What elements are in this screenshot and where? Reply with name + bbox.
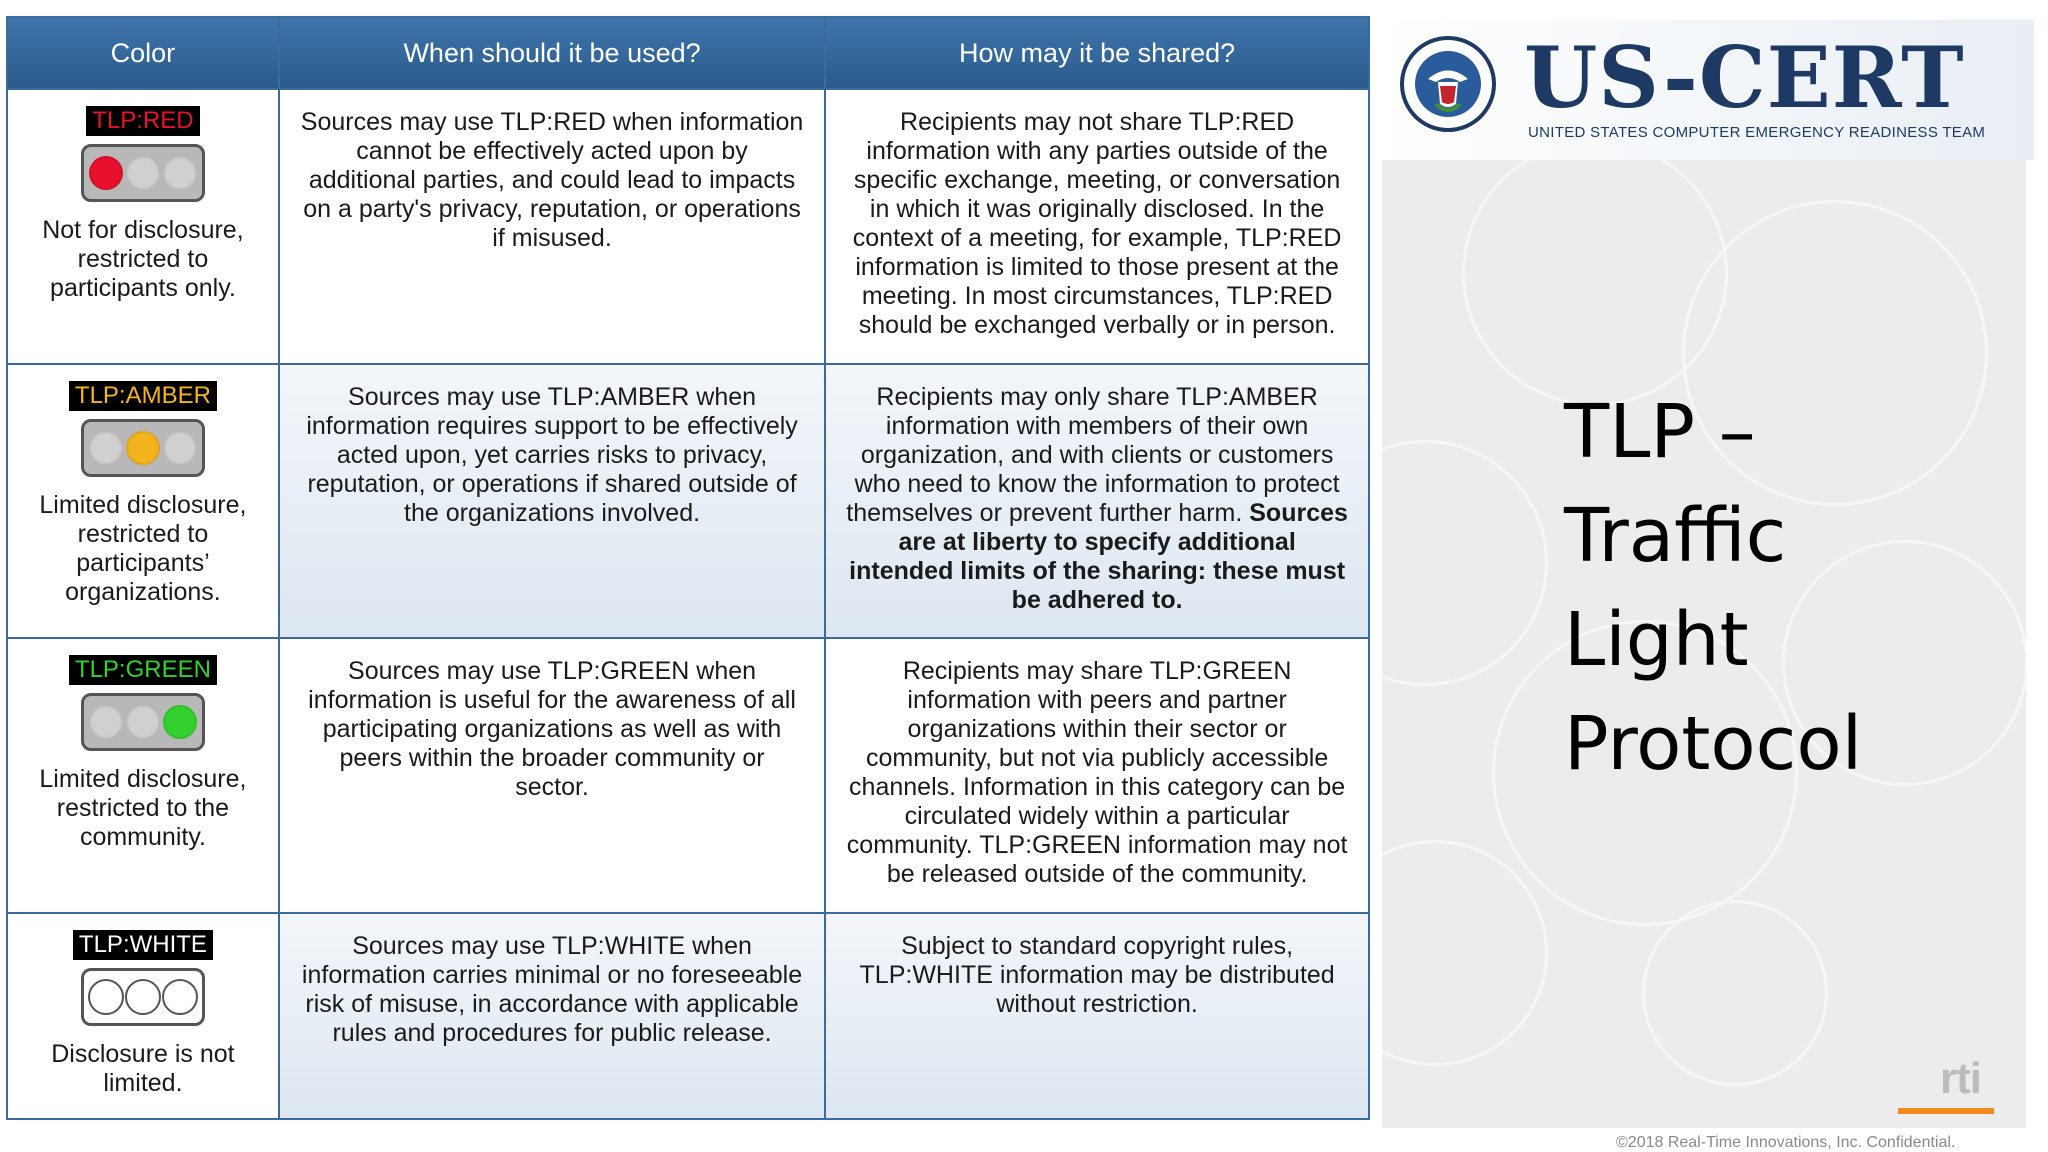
table-row-red [7, 89, 1369, 363]
background-bubble [1642, 900, 1828, 1086]
tlp-table [6, 16, 1370, 1120]
rti-logo: rti [1940, 1054, 1981, 1103]
dhs-seal-icon [1398, 34, 1498, 134]
us-cert-subtitle: UNITED STATES COMPUTER EMERGENCY READINESS TEAM [1528, 124, 1986, 141]
traffic-light-icon [81, 968, 205, 1026]
light-off [126, 705, 160, 739]
copyright-notice: ©2018 Real-Time Innovations, Inc. Confidential. [1616, 1134, 1956, 1151]
traffic-light-icon [81, 144, 205, 202]
when-used-cell: Sources may use TLP:GREEN when information is useful for the awareness of all participating organizations as well as with peers within the broader community or sector. [279, 638, 825, 912]
slide-title-line: Light [1564, 597, 1749, 683]
tlp-amber-badge: TLP:AMBER [69, 381, 217, 411]
how-shared-text: Recipients may only share TLP:AMBER information with members of their own organization, and with clients or customers who need to know the information to protect themselves or prevent further harm. [846, 382, 1340, 527]
when-used-cell: Sources may use TLP:RED when information cannot be effectively acted upon by additional parties, and could lead to impacts on a party's privacy, reputation, or operations if misused. [279, 89, 825, 363]
how-shared-cell [825, 364, 1369, 638]
light-off [89, 705, 123, 739]
tlp-red-badge: TLP:RED [86, 106, 199, 136]
traffic-light-icon [81, 693, 205, 751]
us-cert-logo: US-CERT [1524, 28, 1965, 127]
white-light [125, 979, 161, 1015]
header-how-shared: How may it be shared? [825, 17, 1369, 89]
color-description: Limited disclosure, restricted to the community. [39, 765, 247, 852]
white-light [162, 979, 198, 1015]
background-bubble [1382, 440, 1548, 686]
how-shared-bold-text: Sources are at liberty to specify additional intended limits of the sharing: these must be adhered to. [849, 498, 1348, 614]
header-when-used: When should it be used? [279, 17, 825, 89]
color-description: Disclosure is not limited. [51, 1039, 235, 1097]
how-shared-cell: Recipients may not share TLP:RED information with any parties outside of the specific exchange, meeting, or conversation in which it was originally disclosed. In the context of a meeting, for example, TLP:RED information is limited to those present at the meeting. In most circumstances, TLP:RED should be exchanged verbally or in person. [825, 89, 1369, 363]
amber-light-on [126, 431, 160, 465]
light-off [89, 431, 123, 465]
color-cell [7, 364, 279, 638]
how-shared-cell: Recipients may share TLP:GREEN information with peers and partner organizations within their sector or community, but not via publicly accessible channels. Information in this category can be circulated widely within a particular community. TLP:GREEN information may not be released outside of the community. [825, 638, 1369, 912]
table-row-green [7, 638, 1369, 912]
light-off [163, 431, 197, 465]
color-description: Limited disclosure, restricted to participants’ organizations. [39, 490, 247, 606]
table-header-row [7, 17, 1369, 89]
when-used-cell: Sources may use TLP:AMBER when information requires support to be effectively acted upon, yet carries risks to privacy, reputation, or operations if shared outside of the organizations involved. [279, 364, 825, 638]
color-cell [7, 89, 279, 363]
header-color: Color [7, 17, 279, 89]
slide-title-line: TLP – [1564, 389, 1756, 475]
white-light [88, 979, 124, 1015]
tlp-white-badge: TLP:WHITE [73, 930, 213, 960]
table-row-amber [7, 364, 1369, 638]
when-used-cell: Sources may use TLP:WHITE when information carries minimal or no foreseeable risk of misuse, in accordance with applicable rules and procedures for public release. [279, 913, 825, 1119]
tlp-green-badge: TLP:GREEN [69, 655, 217, 685]
slide-title-line: Traffic [1564, 493, 1787, 579]
green-light-on [163, 705, 197, 739]
slide-title-line: Protocol [1564, 701, 1863, 787]
light-off [126, 156, 160, 190]
traffic-light-icon [81, 419, 205, 477]
color-description: Not for disclosure, restricted to participants only. [42, 216, 244, 303]
slide-title [1564, 380, 2004, 796]
table-row-white [7, 913, 1369, 1119]
background-bubble [1382, 840, 1548, 1066]
light-off [163, 156, 197, 190]
color-cell [7, 638, 279, 912]
how-shared-cell: Subject to standard copyright rules, TLP:WHITE information may be distributed without restriction. [825, 913, 1369, 1119]
color-cell [7, 913, 279, 1119]
rti-logo-bar [1898, 1108, 1994, 1114]
red-light-on [89, 156, 123, 190]
